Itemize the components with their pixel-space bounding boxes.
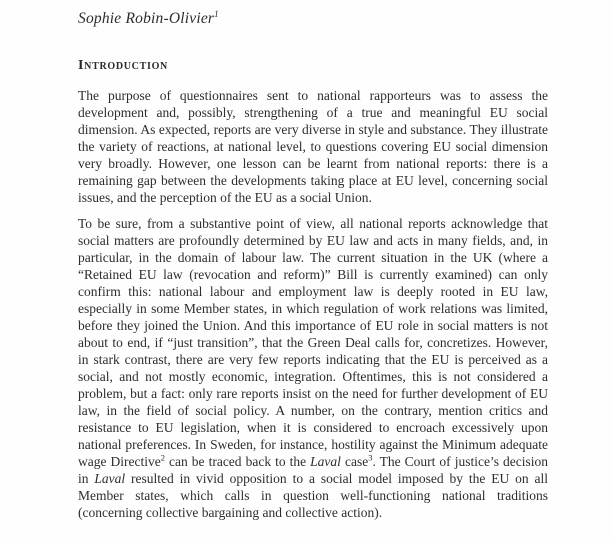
paragraph — [78, 215, 548, 521]
footnote-ref: 3 — [368, 452, 373, 463]
paragraph — [78, 87, 548, 206]
text-run: The purpose of questionnaires sent to national rapporteurs was to assess the development and, possibly, strengthening of a true and meaningful EU social dimension. As expected, reports are very diverse in style and substance. They illustrate the variety of reactions, at national level, to questions covering EU social dimension very broadly. However, one lesson can be learnt from national reports: there is a remaining gap between the developments taking place at EU level, concerning social issues, and the perception of the EU as a social Union. — [78, 88, 548, 205]
italic-term: Laval — [94, 471, 126, 486]
author-footnote-ref: 1 — [214, 8, 219, 19]
text-run: case — [340, 454, 369, 469]
italic-term: Laval — [310, 454, 341, 469]
footnote-ref: 2 — [160, 452, 165, 463]
text-run: . The Court of justice’s decision in — [78, 454, 548, 486]
body-text — [78, 87, 548, 521]
author-name: Sophie Robin-Olivier — [78, 10, 215, 27]
author-line — [78, 8, 548, 29]
text-run: resulted in vivid opposition to a social model imposed by the EU on all Member states, which calls in question well-functioning national traditions (concerning collective bargaining and collective action). — [78, 471, 548, 520]
text-run: To be sure, from a substantive point of view, all national reports acknowledge that social matters are profoundly determined by EU law and acts in many fields, and, in particular, in the domain of labour law. The current situation in the UK (where a “Retained EU law (revocation and reform)” Bill is currently examined) can only confirm this: national labour and employment law is deeply rooted in EU law, especially in some Member states, in which regulation of work relations was limited, before they joined the Union. And this importance of EU role in social matters is not about to end, if “just transition”, that the Green Deal calls for, concretizes. However, in stark contrast, there are very few reports indicating that the EU is perceived as a social, and not mostly economic, integration. Oftentimes, this is not considered a problem, but a fact: only rare reports insist on the need for further development of EU law, in the field of social policy. A number, on the contrary, mention critics and resistance to EU legislation, when it is considered to encroach excessively upon national preferences. In Sweden, for instance, hostility against the Minimum adequate wage Directive — [78, 216, 548, 469]
section-heading: Introduction — [78, 58, 168, 73]
text-run: can be traced back to the — [165, 454, 311, 469]
